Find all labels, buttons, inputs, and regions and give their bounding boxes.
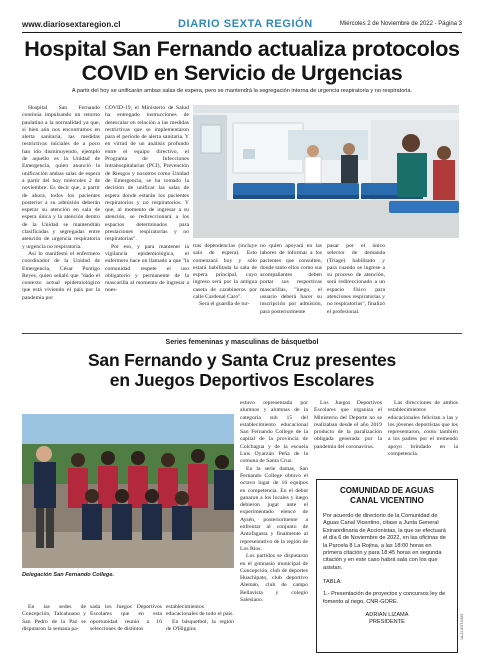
article2-headline: San Fernando y Santa Cruz presentes en Juegos Deportivos Escolares [87,350,397,390]
article1-column-1: Hospital San Fernando continúa impulsando un retorno paulatino a la normalidad ya que, si bien aún nos encontramos en alerta sanitaria, las medidas restrictivas iniciales de a poco han ido disminuyendo, ejemplo de aquello es la Unidad de Emergencia, quien anunció la unificación ambas salas de espera a partir del hoy miércoles 2 de noviembre. Es decir que, a partir de ahora, todos los pacientes posterior a su admisión deberán esperar su atención en sala de espera única y la atención dentro de la Unidad se mantendrán clasificadas y segregadas entre atención de urgencia respiratoria y urgencia no respiratoria. Así lo manifestó el enfermero coordinador de la Unidad de Emergencia, César Pontigo Reyes, quien señaló que "dado el contexto actual epidemiológico que está viviendo el país por la pandemia por [22,105,100,301]
notice-body: Por acuerdo de directorio de la Comunidad de Aguas Canal Vicentino, citase a Junta General Extraordinaria de Accionistas, la que se efectuará el día 6 de Noviembre de 2022, en las oficinas de la Parcela 8 La Rojina, a las 18:00 horas en primera citación y para 18:45 horas en segunda citación y en este caso habrá sala con los que asistan. [323,513,446,571]
article2-column-1: En las sedes de Concepción, Talcahuano y San Pedro de la Paz se disputaron la semana pa- [22,604,86,632]
section-divider [22,333,462,334]
notice-table-label: TABLA: [323,579,342,586]
photo-caption: Delegación San Fernando College. [22,572,115,578]
article1-column-2: COVID-19, el Ministerio de Salud ha entregado instrucciones de desescalar en relación a las medidas restrictivas que se implementaron para el período de alerta sanitaria. Y en virtud de un análisis profundo entre el equipo directivo, el Programa de Infecciones Intrahospitalarias (PCI), Prevención de Riesgos y nosotros como Unidad de Emergencia, se ha tomado la decisión de unificar las salas de espera donde estarán los pacientes respiratorios y no respiratorios. Y que, al momento de ingresar a su atención, se redireccionará a los espacios determinados para prestaciones respiratorias y no respiratorias". Por eso, y para mantener la vigilancia epidemiológica, el enfermero hace un llamado a que "la comunidad respete el uso obligatorio y permanente de la mascarilla al momento de ingresar a nues- [105,105,189,294]
article1-lead: A partir del hoy se unificarán ambas salas de espera, pero se mantendrá la segregación interna de urgencia respiratoria y no respiratoria. [71,88,413,94]
notice-signature: ADRIAN LIZAMA PRESIDENTE [365,612,409,626]
legal-notice-box [316,479,458,653]
article1-column-5: pasar por el único selector de demanda (Triage) habilitado y para cuando se ingrese a su proceso de atención, será redireccionado a un espacio físico para atenciones respiratorias y no respiratorias", finalizó el profesional. [327,243,385,315]
ad-reference-code: 1A-21-EXT-0323 [460,613,464,640]
notice-agenda-item: 1.- Presentación de proyectos y concursos ley de fomento al riego, CNR-GORE. [323,591,446,605]
article2-column-6: Las direcciones de ambos establecimientos educacionales felicitan a las y los jóvenes deportistas que los representaron, como también a los padres por el tremendo apoyo brindado en la competencia. [388,400,458,458]
header-divider [22,32,462,33]
emergency-waiting-room-photo [193,105,459,238]
article1-column-4: no quien apoyará en las labores de informar a los pacientes que consulten, donde tanto ellos como sus acompañantes deben portar sus respectivas mascarillas, "luego, el usuario deberá hacer su inscripción por admisión, para posteriormente [260,243,322,315]
article1-headline: Hospital San Fernando actualiza protocolos COVID en Servicio de Urgencias [24,37,460,85]
article2-column-2: sada los Juegos Deportivos Escolares que en esta oportunidad reunió a 16 selecciones de distintos [90,604,162,632]
article1-column-3: tras dependencias (incluye sala de espera). Esto comenzará hoy y sólo estará habilitada la sala de espera principal, cuyo ingreso será por la antigua caseta de carabineros por calle Cardenal Caro". Será el guardia de tur- [193,243,257,308]
article2-column-4: estuvo representada por alumnos y alumnas de la categoría sub 15 del establecimiento educacional San Fernando College de la capital de la provincia de Colchagua y de la escuela Luis Oyarzún Peña de la comuna de Santa Cruz. En la serie damas, San Fernando College obtuvo el octavo lugar de 16 equipos en competencia. En el debut ganaron a los locales y luego debieron jugar ante el experimentado elenco de Aysén, posteriormente a enfrentar al conjunto de Antofagasta y finalmente al representativo de la región de Los Ríos. Los partidos se disputaron en el gimnasio municipal de Concepción, club de deportes Huachipato, club deportivo Alemán, club de campo Bellavista y colegio Salesiano. [240,400,308,604]
article2-kicker: Series femeninas y masculinas de básquetbol [165,339,319,346]
issue-date-page: Miércoles 2 de Noviembre de 2022 - Página 3 [339,21,462,27]
page-header [22,20,462,31]
team-group-photo [22,414,234,568]
newspaper-name: DIARIO SEXTA REGIÓN [178,18,313,30]
notice-title: COMUNIDAD DE AGUAS CANAL VICENTINO [340,486,434,505]
site-url[interactable]: www.diariosextaregion.cl [22,20,121,29]
article2-column-3: establecimientos educacionales de todo el país. En básquetbol, la región de O'Higgins [166,604,234,632]
article2-column-5: Los Juegos Deportivos Escolares que organiza el Ministerio del Deporte no se realizaban desde el año 2019 producto de la paralización obligada generada por la pandemia del coronavirus. [314,400,382,450]
